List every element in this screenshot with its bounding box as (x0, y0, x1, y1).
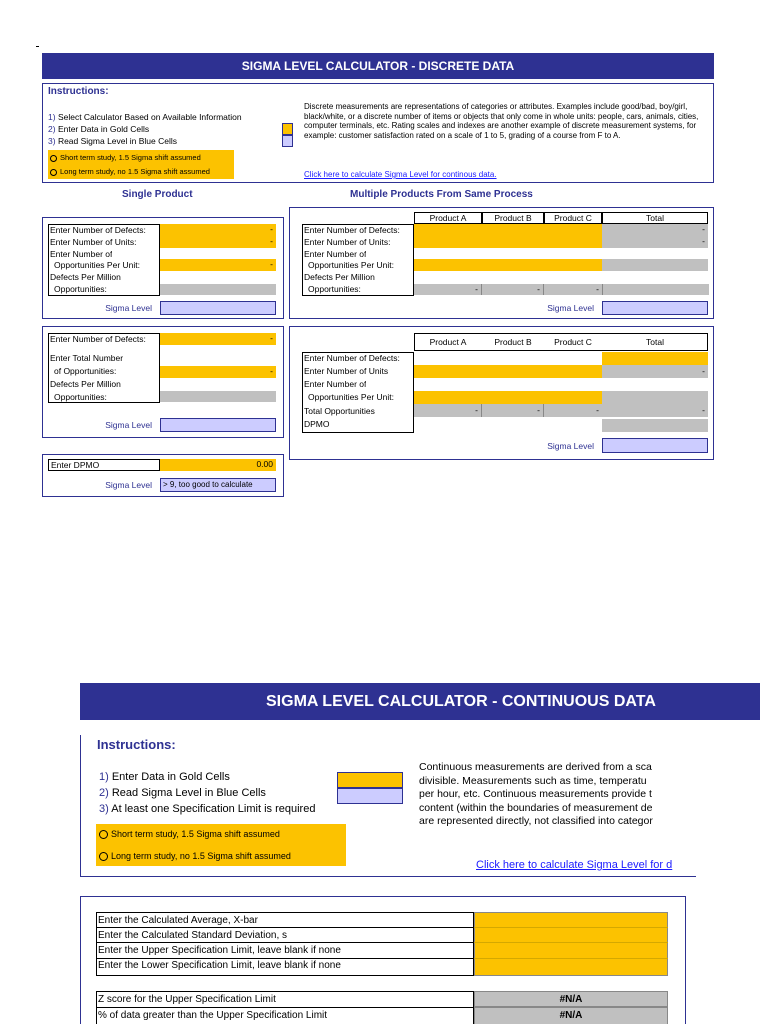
total-defects-input[interactable] (602, 352, 708, 365)
opps-input-b[interactable] (482, 259, 545, 271)
sigma-level-output (602, 438, 708, 453)
label-dpmo-1: Defects Per Million (304, 272, 375, 282)
row-divider (96, 942, 474, 943)
label-std-dev: Enter the Calculated Standard Deviation, s (98, 930, 287, 941)
continuous-step-3: 3) At least one Specification Limit is required (99, 803, 316, 815)
total-opps-gray (602, 391, 708, 404)
opps-input-b[interactable] (482, 391, 545, 404)
label-total-opps: Total Opportunities (304, 406, 375, 416)
sigma-level-output (160, 301, 276, 315)
total-opps-a: - (414, 404, 482, 417)
continuous-description: Continuous measurements are derived from a sca divisible. Measurements such as time, temperatu per hour, etc. Continuous measurements provide t content (within the boundaries of measurement de are represented directly, not classified into categor (419, 761, 653, 827)
total-opportunities-input[interactable]: - (160, 366, 276, 378)
single-product-heading: Single Product (122, 189, 193, 200)
units-input-a[interactable] (414, 365, 483, 378)
multi-product-heading: Multiple Products From Same Process (350, 189, 533, 200)
label-dpmo-2: Opportunities: (54, 392, 107, 402)
dpmo-output (160, 284, 276, 295)
units-input-c[interactable] (544, 365, 602, 378)
sigma-level-label: Sigma Level (105, 420, 152, 430)
label-opps-1: Enter Number of (50, 249, 113, 259)
label-defects: Enter Number of Defects: (304, 353, 400, 363)
discrete-data-link[interactable]: Click here to calculate Sigma Level for d (476, 859, 673, 871)
label-units: Enter Number of Units (304, 366, 389, 376)
z-score-usl-output: #N/A (474, 991, 668, 1007)
total-opps-output (602, 259, 708, 271)
discrete-step-2: 2) Enter Data in Gold Cells (48, 124, 150, 134)
header-total: Total (646, 337, 664, 347)
radio-icon[interactable] (99, 852, 108, 861)
header-product-a: Product A (429, 337, 467, 347)
dpmo-output-a: - (414, 284, 482, 295)
defects-input-a[interactable] (414, 224, 483, 236)
header-product-b: Product B (494, 337, 532, 347)
continuous-instructions-title: Instructions: (97, 737, 176, 752)
units-input-b[interactable] (482, 365, 545, 378)
sigma-level-label: Sigma Level (105, 480, 152, 490)
radio-icon[interactable] (50, 155, 57, 162)
label-opps-1: Enter Number of (304, 249, 367, 259)
sigma-level-output (160, 418, 276, 432)
continuous-step-1: 1) Enter Data in Gold Cells (99, 771, 230, 783)
total-opps-c: - (544, 404, 602, 417)
discrete-instructions-title: Instructions: (48, 86, 109, 97)
label-z-score-usl: Z score for the Upper Specification Limit (98, 994, 276, 1005)
label-units: Enter Number of Units: (304, 237, 391, 247)
row-divider (96, 927, 474, 928)
total-units-output: - (602, 236, 708, 248)
discrete-option-short-term[interactable]: Short term study, 1.5 Sigma shift assumed (50, 153, 201, 164)
opps-input-a[interactable] (414, 391, 483, 404)
gold-cell-swatch (337, 772, 403, 788)
label-dpmo-1: Defects Per Million (50, 379, 121, 389)
dpmo-output-total (602, 284, 709, 295)
pct-above-usl-output: #N/A (474, 1007, 668, 1024)
label-opps-2: Opportunities Per Unit: (308, 392, 394, 402)
blue-cell-swatch (282, 135, 293, 147)
dpmo-output (160, 391, 276, 402)
sigma-level-label: Sigma Level (105, 303, 152, 313)
opps-input-a[interactable] (414, 259, 483, 271)
continuous-title-banner: SIGMA LEVEL CALCULATOR - CONTINUOUS DATA (80, 683, 760, 720)
opps-input-c[interactable] (544, 259, 602, 271)
header-product-b: Product B (482, 212, 544, 224)
row-divider (474, 927, 668, 928)
opportunities-input[interactable]: - (160, 259, 276, 271)
header-product-a: Product A (414, 212, 482, 224)
row-divider (474, 958, 668, 959)
label-dpmo-2: Opportunities: (54, 284, 107, 294)
label-defects: Enter Number of Defects: (50, 334, 146, 344)
discrete-step-1: 1) Select Calculator Based on Available Information (48, 112, 242, 122)
total-units-output: - (602, 365, 708, 378)
units-input-a[interactable] (414, 236, 483, 248)
label-lsl: Enter the Lower Specification Limit, leave blank if none (98, 960, 341, 971)
row-divider (96, 958, 474, 959)
label-opps-1: Enter Number of (304, 379, 367, 389)
corner-mark (36, 46, 39, 47)
units-input-b[interactable] (482, 236, 545, 248)
label-total-opps-2: of Opportunities: (54, 366, 117, 376)
header-product-c: Product C (544, 212, 602, 224)
label-opps-2: Opportunities Per Unit: (54, 260, 140, 270)
continuous-step-2: 2) Read Sigma Level in Blue Cells (99, 787, 266, 799)
defects-input-b[interactable] (482, 224, 545, 236)
header-product-c: Product C (554, 337, 592, 347)
continuous-option-long-term[interactable]: Long term study, no 1.5 Sigma shift assumed (99, 851, 291, 861)
sigma-level-output (602, 301, 708, 315)
row-divider (474, 942, 668, 943)
gold-cell-swatch (282, 123, 293, 135)
defects-input-c[interactable] (544, 224, 602, 236)
discrete-title-banner: SIGMA LEVEL CALCULATOR - DISCRETE DATA (42, 53, 714, 79)
label-usl: Enter the Upper Specification Limit, leave blank if none (98, 945, 341, 956)
label-dpmo: DPMO (304, 419, 330, 429)
label-dpmo-1: Defects Per Million (50, 272, 121, 282)
discrete-option-long-term[interactable]: Long term study, no 1.5 Sigma shift assumed (50, 167, 210, 178)
discrete-description: Discrete measurements are representations of categories or attributes. Examples include good/bad, boy/girl, black/white, or a discrete number of items or objects that only come in whole units: people, cars, animals, cities, computer terminals, etc. Rating scales and indexes are another example of discrete measurement systems, for example: customer satisfaction rated on a scale of 1 to 5, grading of a course from F to A. (304, 102, 699, 140)
discrete-step-3: 3) Read Sigma Level in Blue Cells (48, 136, 177, 146)
label-average: Enter the Calculated Average, X-bar (98, 915, 258, 926)
sigma-level-label: Sigma Level (547, 441, 594, 451)
total-defects-output: - (602, 224, 708, 236)
total-opps-total: - (602, 404, 708, 417)
label-opps-2: Opportunities Per Unit: (308, 260, 394, 270)
defects-input[interactable]: - (160, 333, 276, 345)
units-input[interactable]: - (160, 236, 276, 248)
multi-2-header-frame (414, 333, 708, 351)
opps-input-c[interactable] (544, 391, 602, 404)
dpmo-output-c: - (544, 284, 602, 295)
label-defects: Enter Number of Defects: (50, 225, 146, 235)
label-defects: Enter Number of Defects: (304, 225, 400, 235)
units-input-c[interactable] (544, 236, 602, 248)
radio-icon[interactable] (50, 169, 57, 176)
blue-cell-swatch (337, 788, 403, 804)
label-enter-dpmo: Enter DPMO (48, 459, 160, 471)
sigma-level-output: > 9, too good to calculate (160, 478, 276, 492)
dpmo-output-b: - (482, 284, 544, 295)
continuous-option-short-term[interactable]: Short term study, 1.5 Sigma shift assumed (99, 829, 280, 839)
label-dpmo-2: Opportunities: (308, 284, 361, 294)
label-pct-above-usl: % of data greater than the Upper Specification Limit (98, 1010, 328, 1021)
average-input[interactable] (474, 912, 668, 976)
header-total: Total (602, 212, 708, 224)
sigma-level-label: Sigma Level (547, 303, 594, 313)
defects-input[interactable]: - (160, 224, 276, 236)
dpmo-input[interactable]: 0.00 (160, 459, 276, 471)
label-units: Enter Number of Units: (50, 237, 137, 247)
dpmo-output (602, 419, 708, 432)
radio-icon[interactable] (99, 830, 108, 839)
label-total-opps-1: Enter Total Number (50, 353, 124, 363)
total-opps-b: - (482, 404, 544, 417)
continuous-data-link[interactable]: Click here to calculate Sigma Level for continous data. (304, 170, 497, 179)
